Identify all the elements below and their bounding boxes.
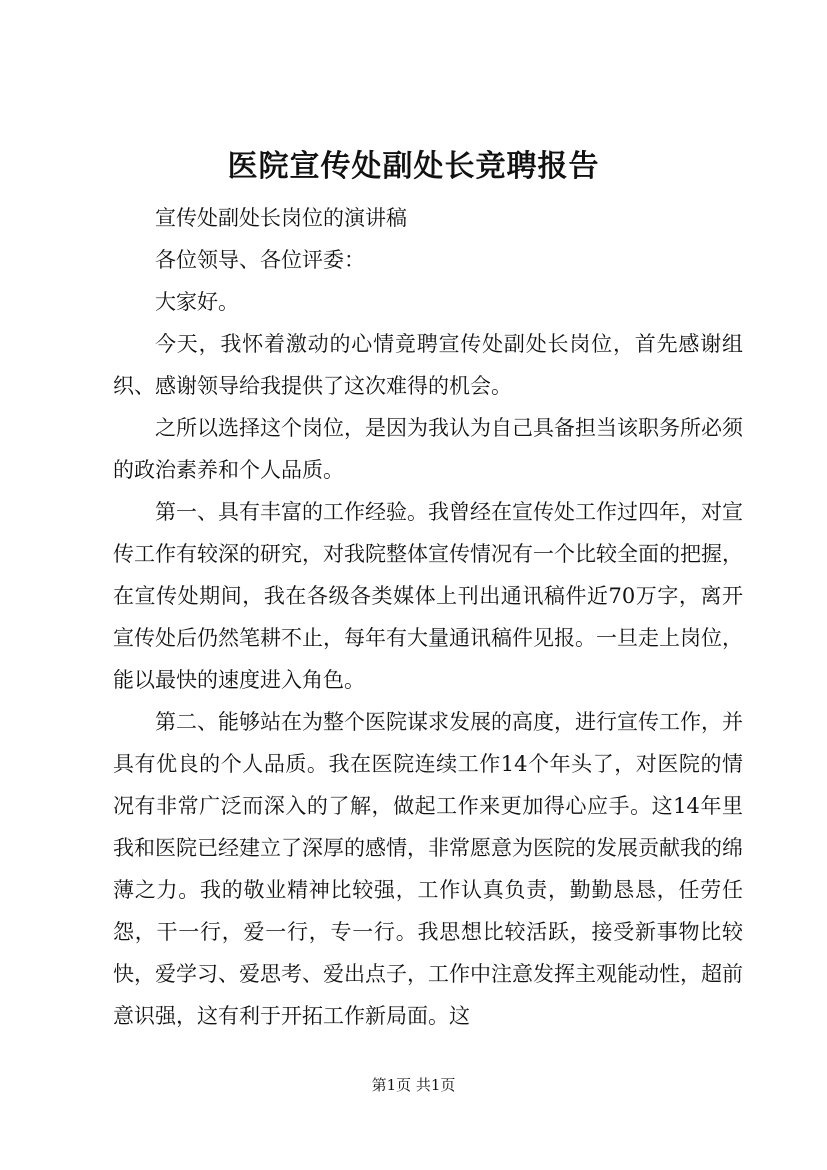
body-paragraph: 今天，我怀着激动的心情竟聘宣传处副处长岗位，首先感谢组织、感谢领导给我提供了这次难得的机会。	[113, 332, 743, 398]
subtitle-paragraph: 宣传处副处长岗位的演讲稿	[155, 206, 407, 230]
salutation-paragraph: 各位领导、各位评委：	[155, 248, 365, 272]
body-paragraph: 之所以选择这个岗位，是因为我认为自己具备担当该职务所必须的政治素养和个人品质。	[113, 416, 743, 482]
body-paragraph: 第一、具有丰富的工作经验。我曾经在宣传处工作过四年，对宣传工作有较深的研究，对我院整体宣传情况有一个比较全面的把握，在宣传处期间，我在各级各类媒体上刊出通讯稿件近70万字，离开宣传处后仍然笔耕不止，每年有大量通讯稿件见报。一旦走上岗位，能以最快的速度进入角色。	[113, 500, 743, 692]
document-body	[113, 197, 743, 1037]
page-number: 第1页 共1页	[371, 1076, 456, 1094]
document-title: 医院宣传处副处长竞聘报告	[227, 149, 600, 184]
page-footer	[0, 1075, 827, 1095]
body-paragraph: 第二、能够站在为整个医院谋求发展的高度，进行宣传工作，并具有优良的个人品质。我在医院连续工作14个年头了，对医院的情况有非常广泛而深入的了解，做起工作来更加得心应手。这14年里我和医院已经建立了深厚的感情，非常愿意为医院的发展贡献我的绵薄之力。我的敬业精神比较强，工作认真负责，勤勤恳恳，任劳任怨，干一行，爱一行，专一行。我思想比较活跃，接受新事物比较快，爱学习、爱思考、爱出点子，工作中注意发挥主观能动性，超前意识强，这有利于开拓工作新局面。这	[113, 710, 743, 1028]
greeting-paragraph: 大家好。	[155, 290, 239, 314]
